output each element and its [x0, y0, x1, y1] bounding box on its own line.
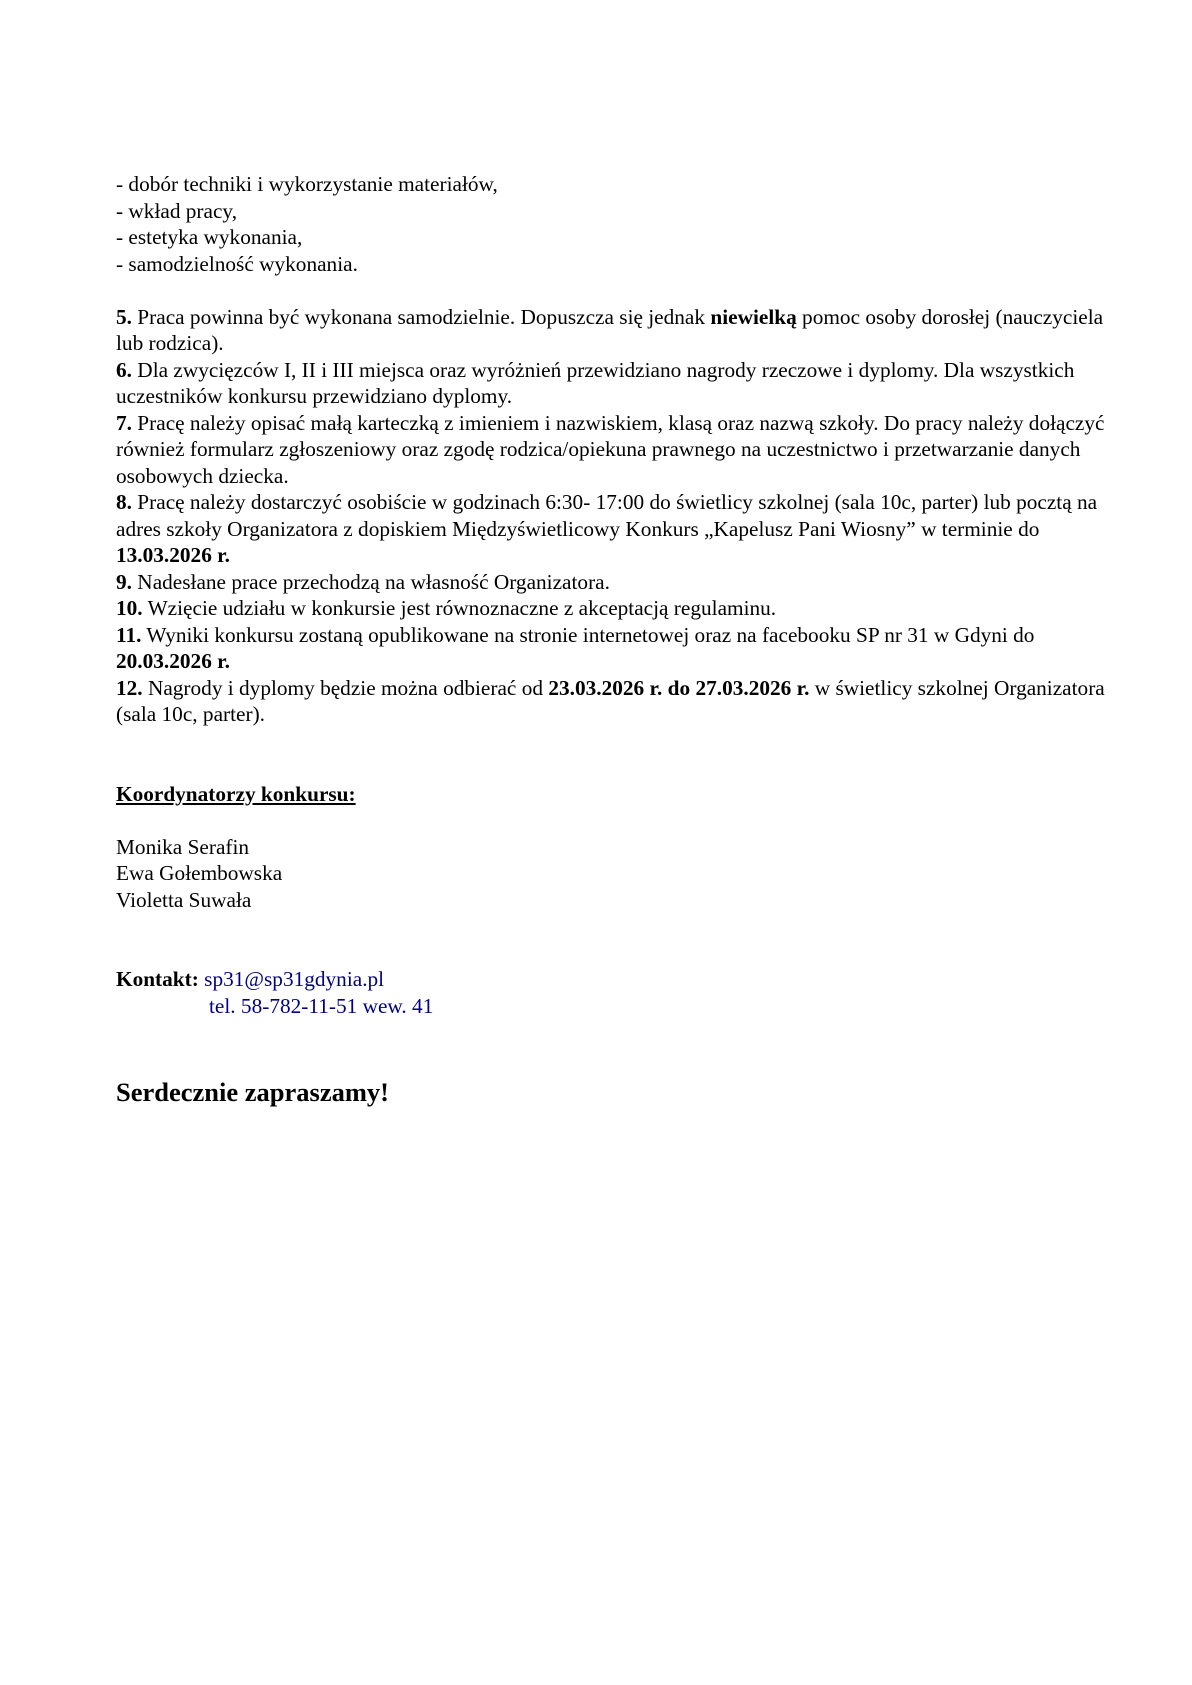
coordinator-name: Monika Serafin	[116, 834, 250, 859]
criteria-list	[116, 171, 1106, 277]
contact-block	[116, 966, 1106, 1019]
coordinators-list	[116, 834, 1106, 914]
rule-12: 12. Nagrody i dyplomy będzie można odbierać od 23.03.2026 r. do 27.03.2026 r. w świetlicy szkolnej Organizatora (sala 10c, parter).	[116, 675, 1105, 726]
coordinator-name: Violetta Suwała	[116, 887, 252, 912]
rule-9: 9. Nadesłane prace przechodzą na własność Organizatora.	[116, 569, 610, 594]
coordinator-name: Ewa Gołembowska	[116, 861, 283, 885]
rule-number: 9.	[116, 569, 132, 594]
rule-number: 8.	[116, 490, 132, 514]
rule-7: 7. Pracę należy opisać małą karteczką z imieniem i nazwiskiem, klasą oraz nazwą szkoły. Do pracy należy dołączyć również formularz zgłoszeniowy oraz zgodę rodzica/opiekuna prawnego na uczestnictwo i przetwarzanie danych osobowych dziecka.	[116, 410, 1105, 488]
document-page	[116, 171, 1106, 1108]
rule-5: 5. Praca powinna być wykonana samodzielnie. Dopuszcza się jednak niewielką pomoc osoby dorosłej (nauczyciela lub rodzica).	[116, 304, 1104, 355]
closing-text: Serdecznie zapraszamy!	[116, 1077, 390, 1107]
rule-10: 10. Wzięcie udziału w konkursie jest równoznaczne z akceptacją regulaminu.	[116, 596, 777, 620]
rule-number: 5.	[116, 304, 132, 329]
criteria-item: - samodzielność wykonania.	[116, 251, 358, 276]
criteria-item: - wkład pracy,	[116, 198, 238, 223]
rule-number: 10.	[116, 596, 143, 620]
criteria-item: - dobór techniki i wykorzystanie materiałów,	[116, 172, 498, 196]
rules-list	[116, 304, 1106, 728]
criteria-item: - estetyka wykonania,	[116, 225, 303, 249]
rule-number: 6.	[116, 357, 132, 382]
rule-8: 8. Pracę należy dostarczyć osobiście w godzinach 6:30- 17:00 do świetlicy szkolnej (sala 10c, parter) lub pocztą na adres szkoły Organizatora z dopiskiem Międzyświetlicowy Konkurs „Kapelusz Pani Wiosny” w terminie do 13.03.2026 r.	[116, 490, 1098, 567]
rule-number: 12.	[116, 675, 143, 700]
rule-number: 11.	[116, 622, 142, 647]
contact-phone: tel. 58-782-11-51 wew. 41	[209, 993, 434, 1018]
coordinators-heading: Koordynatorzy konkursu:	[116, 781, 356, 806]
rule-11: 11. Wyniki konkursu zostaną opublikowane na stronie internetowej oraz na facebooku SP nr 31 w Gdyni do 20.03.2026 r.	[116, 622, 1035, 673]
contact-label: Kontakt:	[116, 967, 199, 991]
rule-number: 7.	[116, 410, 132, 435]
contact-email-link[interactable]: sp31@sp31gdynia.pl	[204, 967, 385, 991]
rule-6: 6. Dla zwycięzców I, II i III miejsca oraz wyróżnień przewidziano nagrody rzeczowe i dyplomy. Dla wszystkich uczestników konkursu przewidziano dyplomy.	[116, 357, 1075, 408]
